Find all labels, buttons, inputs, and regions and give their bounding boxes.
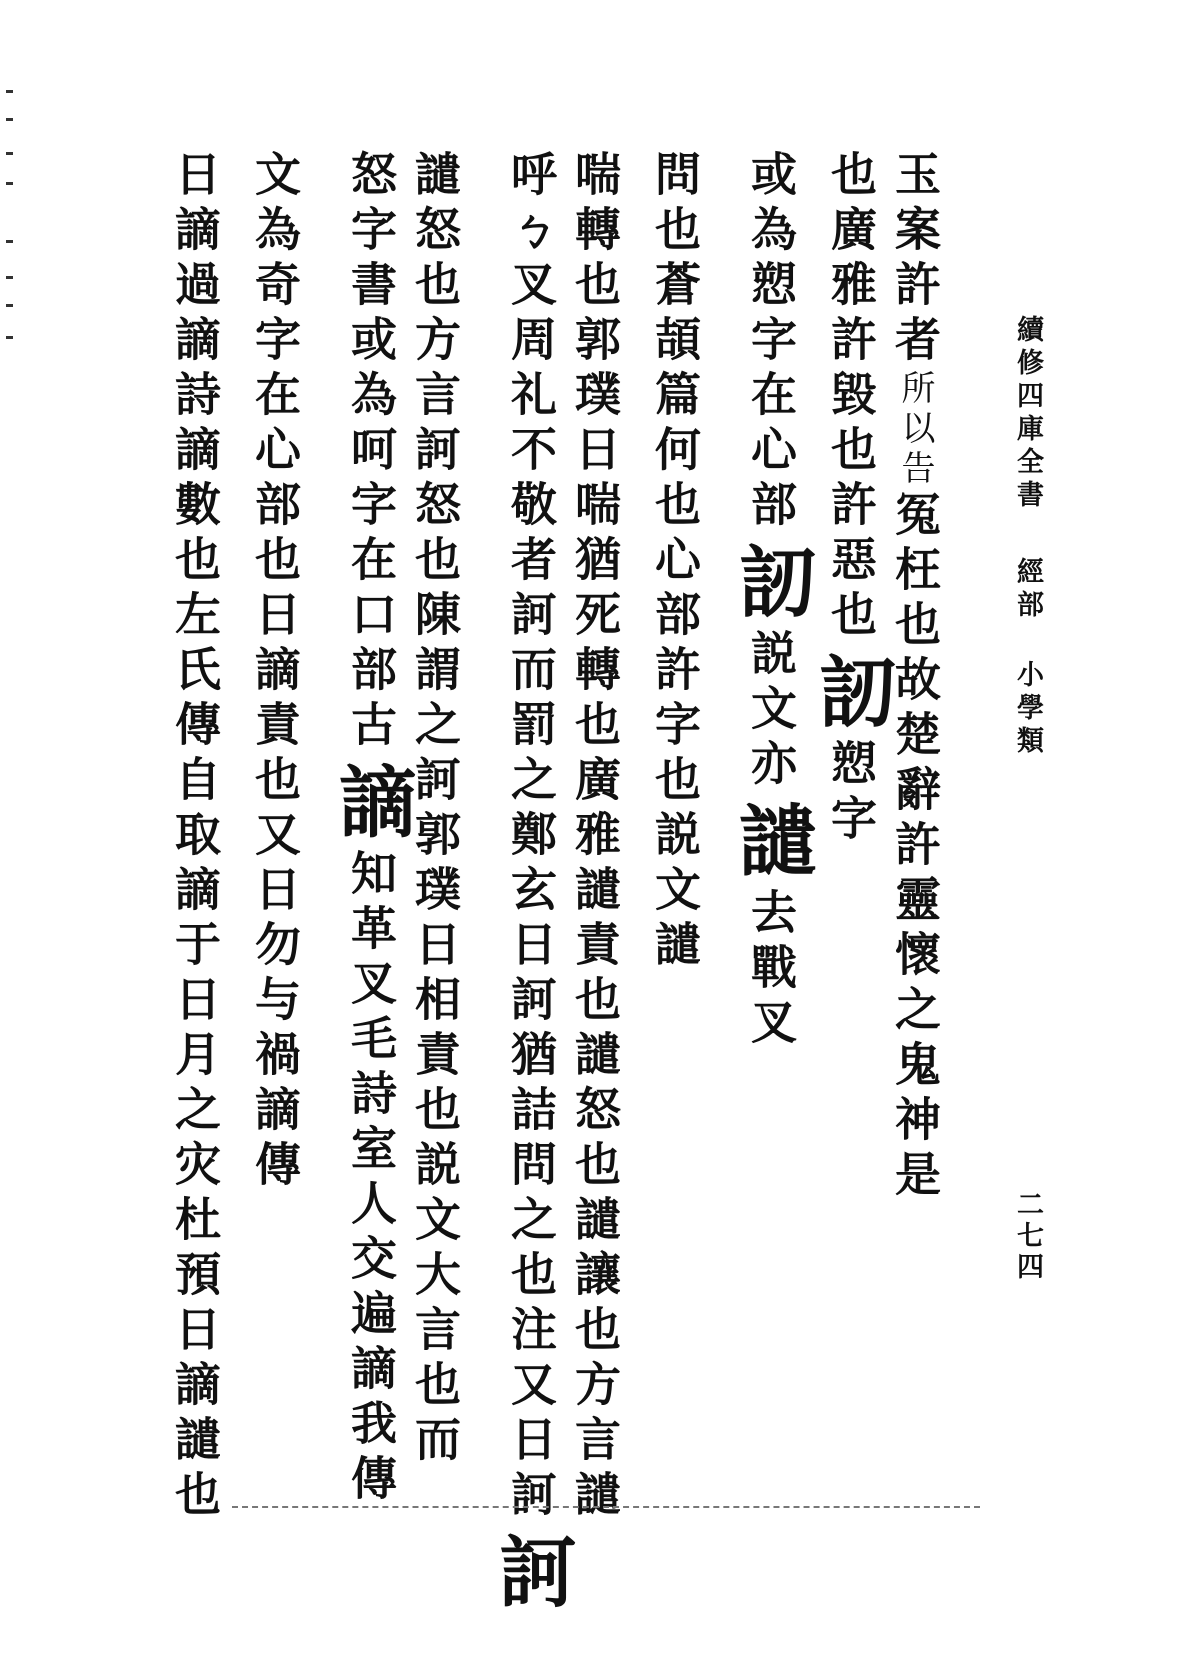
text-column: [806, 150, 897, 849]
text-segment: 心部: [648, 535, 702, 645]
text-segment: 許字也: [648, 645, 702, 810]
headword: 譴: [726, 800, 817, 878]
running-header: [1008, 315, 1047, 759]
text-segment: 怒字書或為呵字在口部古: [344, 150, 398, 755]
text-column: [568, 150, 622, 1525]
text-segment: 也廣雅許毀也許惡也: [824, 150, 878, 645]
text-segment: 廣雅譴責也譴怒也譴讓也方言譴: [568, 755, 622, 1525]
text-segment: 愬字: [824, 739, 878, 849]
text-column: [726, 150, 817, 1053]
text-segment: 問也蒼頡篇何也: [648, 150, 702, 535]
headword: 訒: [726, 541, 817, 619]
text-segment: 去戰叉: [744, 888, 798, 1053]
text-segment: 文為奇字在心部也: [248, 150, 302, 590]
section-title: 經部: [1012, 557, 1043, 623]
headword: 謫: [326, 761, 417, 839]
text-segment: 玉案許者: [888, 150, 942, 370]
text-column: [486, 150, 577, 1619]
page-number: 二七四: [1012, 1190, 1043, 1283]
text-segment: 説文譴: [648, 810, 702, 975]
text-segment: 所以告: [895, 370, 935, 490]
text-column: [168, 150, 222, 1525]
collection-title: 續修四庫全書: [1012, 315, 1043, 513]
bottom-rule: [232, 1506, 980, 1508]
text-segment: 譴怒也方言訶怒也陳謂之訶郭璞日相責也説文大言也而: [408, 150, 462, 1470]
text-column: [648, 150, 702, 975]
text-segment: 日謫過謫詩謫數也左氏傳自取謫于日月之灾杜預日謫譴也: [168, 150, 222, 1525]
text-segment: 冤枉也故楚辭許靈懷之鬼神是: [888, 490, 942, 1205]
text-column: [408, 150, 462, 1470]
text-segment: 日謫責也又日勿与禍謫傳: [248, 590, 302, 1195]
binding-edge-marks: [4, 90, 16, 360]
text-segment: 知革叉毛詩室人交遍謫我傳: [344, 849, 398, 1509]
text-segment: 呼ㄅ叉周礼不敬者訶而罰之鄭玄日訶猶詰問之也注又日訶: [504, 150, 558, 1525]
headword: 訒: [806, 651, 897, 729]
category-title: 小學類: [1012, 660, 1043, 759]
text-segment: 喘轉也郭璞日喘猶死轉也: [568, 150, 622, 755]
text-column: [248, 150, 302, 1195]
headword: 訶: [486, 1531, 577, 1609]
text-column: [326, 150, 417, 1509]
text-column: [888, 150, 942, 1205]
text-segment: 或為愬字在心部: [744, 150, 798, 535]
text-segment: 説文亦: [744, 629, 798, 794]
